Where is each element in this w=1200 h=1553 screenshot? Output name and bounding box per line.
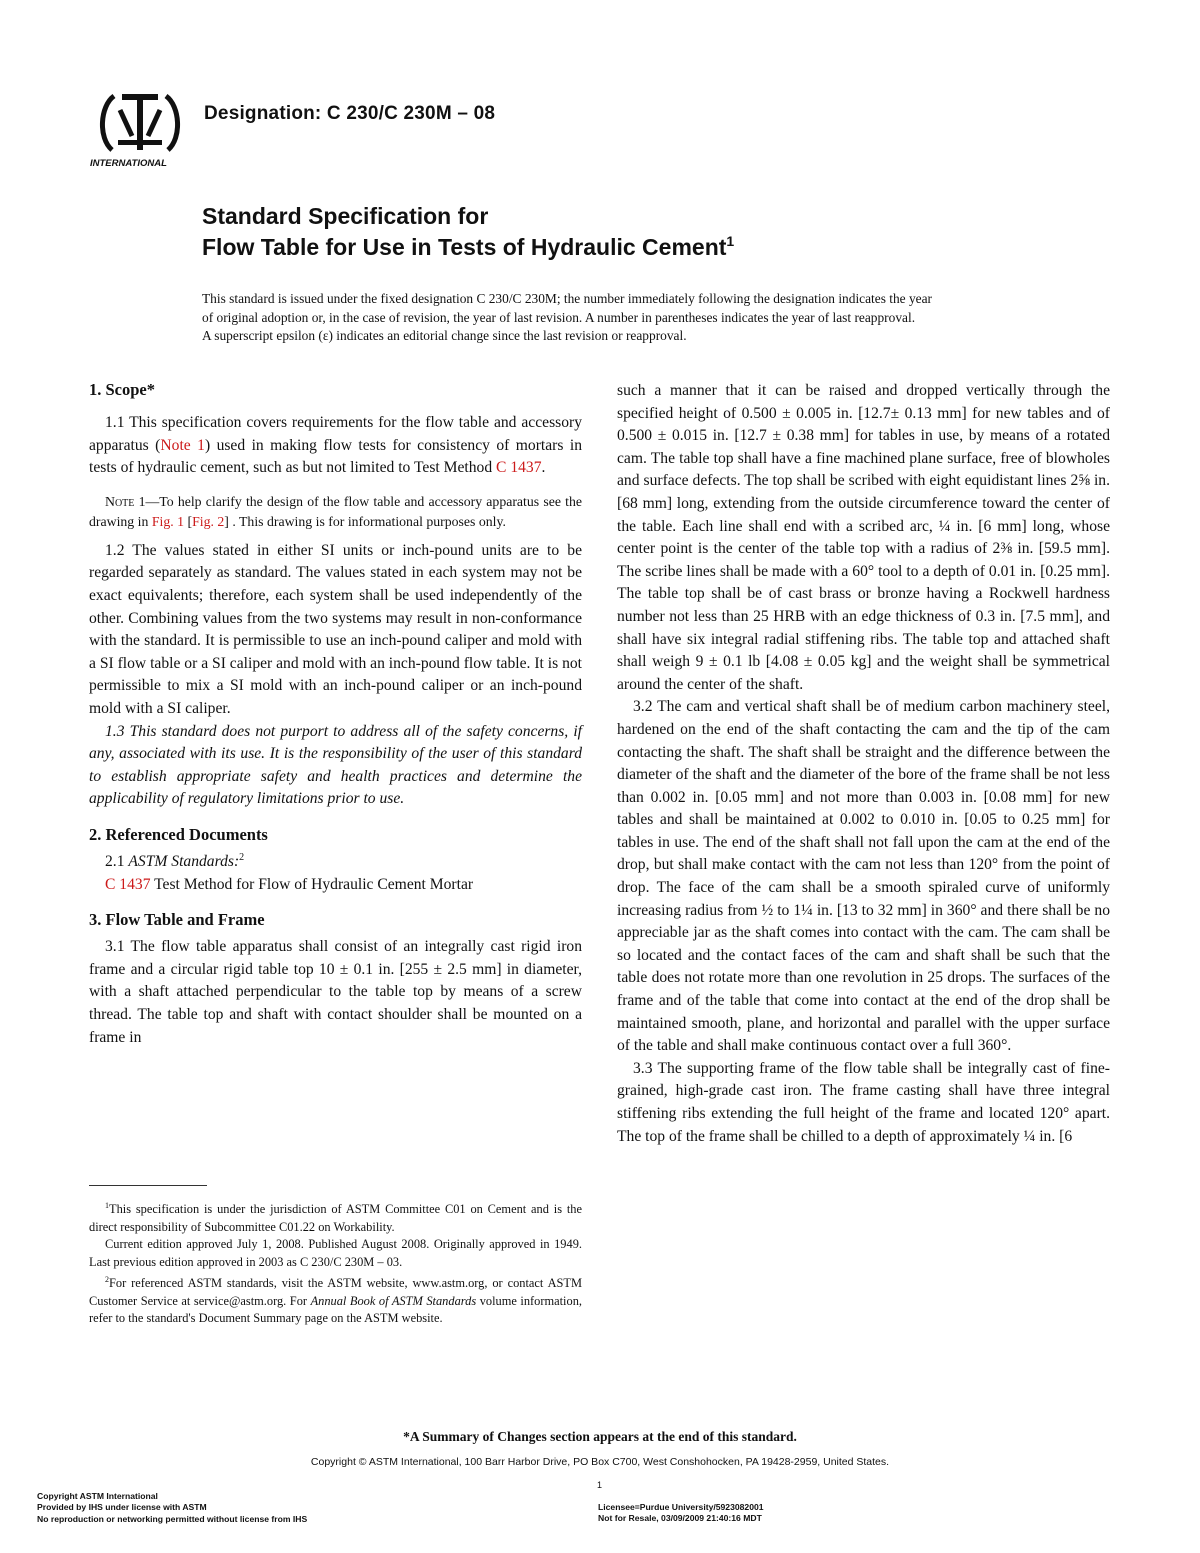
license-line: Copyright ASTM International bbox=[37, 1491, 158, 1501]
license-line: Not for Resale, 03/09/2009 21:40:16 MDT bbox=[598, 1513, 762, 1524]
license-line: Licensee=Purdue University/5923082001 bbox=[598, 1502, 764, 1512]
footnotes bbox=[89, 1197, 582, 1328]
c1437-link[interactable]: C 1437 bbox=[496, 459, 542, 477]
paragraph-2-1 bbox=[89, 847, 582, 874]
title-footnote-mark: 1 bbox=[726, 233, 735, 249]
page-number: 1 bbox=[597, 1480, 603, 1490]
license-left bbox=[37, 1491, 307, 1525]
text: ] . This drawing is for informational purposes only. bbox=[224, 513, 506, 529]
paragraph-3-1-continued: such a manner that it can be raised and dropped vertically through the specified height of 0.500 ± 0.005 in. [12.7± 0.13 mm] for new tables and of 0.500 ± 0.015 in. [12.7 ± 0.38 mm] for tables in use, by means of a rotated cam. The table top shall have a fine machined plane surface, free of blowholes and surface defects. The top shall be scribed with eight equidistant lines 2⅝ in. [68 mm] long, extending from the outside circumference toward the center of the table. Each line shall end with a scribed arc, ¼ in. [6 mm] long, whose center point is the center of the table top with a radius of 2⅜ in. [59.5 mm]. The scribe lines shall be made with a 60° tool to a depth of 0.01 in. [0.25 mm]. The table top shall be of cast brass or bronze having a Rockwell hardness number not less than 25 HRB with an edge thickness of 0.3 in. [7.5 mm], and shall have six integral radial stiffening ribs. The table top and attached shaft shall weigh 9 ± 0.1 lb [4.08 ± 0.05 kg] and the weight shall be symmetrical around the center of the shaft. bbox=[617, 382, 1110, 693]
paragraph-3-1: 3.1 The flow table apparatus shall consist of an integrally cast rigid iron frame and a circular rigid table top 10 ± 0.1 in. [255 ± 2.5 mm] in diameter, with a shaft attached perpendicular to the table top by means of a screw thread. The table top and shaft with contact shoulder shall be mounted on a frame in bbox=[89, 938, 582, 1046]
paragraph-1-1 bbox=[89, 412, 582, 480]
paragraph-3-3: 3.3 The supporting frame of the flow table shall be integrally cast of fine-grained, high-grade cast iron. The frame casting shall have three integral stiffening ribs extending the full height of the frame and located 120° apart. The top of the frame shall be chilled to a depth of approximately ¼ in. [6 bbox=[617, 1059, 1110, 1145]
note-label: Note 1 bbox=[105, 493, 146, 509]
footnote-2 bbox=[89, 1271, 582, 1328]
issue-note-line: of original adoption or, in the case of revision, the year of last revision. A number in parentheses indicates the year of last reapproval. bbox=[202, 309, 916, 325]
text: volume information, refer to the standard's Document Summary page on the ASTM website. bbox=[89, 1293, 582, 1326]
text: Annual Book of ASTM Standards bbox=[310, 1293, 477, 1308]
designation: Designation: C 230/C 230M – 08 bbox=[204, 103, 496, 124]
footnote-mark: 1 bbox=[105, 1201, 109, 1210]
footnote-mark: 2 bbox=[105, 1275, 109, 1285]
license-line: Provided by IHS under license with ASTM bbox=[37, 1502, 207, 1513]
fig-1-link[interactable]: Fig. 1 bbox=[151, 513, 185, 529]
text: ASTM Standards: bbox=[128, 853, 240, 871]
title-text: Flow Table for Use in Tests of Hydraulic Cement bbox=[202, 234, 727, 260]
section-heading-scope: 1. Scope* bbox=[89, 380, 155, 399]
astm-logo bbox=[92, 88, 188, 172]
right-column bbox=[617, 380, 1110, 1148]
text: For referenced ASTM standards, visit the ASTM website, www.astm.org, or contact ASTM Customer Service at service@astm.org. For bbox=[89, 1276, 582, 1308]
summary-of-changes: *A Summary of Changes section appears at the end of this standard. bbox=[403, 1429, 797, 1444]
text: Test Method for Flow of Hydraulic Cement Mortar bbox=[150, 875, 474, 893]
text: 2.1 bbox=[105, 853, 129, 871]
note-1-link[interactable]: Note 1 bbox=[160, 436, 205, 454]
logo-subtext: INTERNATIONAL bbox=[90, 158, 167, 169]
text: —To help clarify the design of the flow table and accessory apparatus see the drawing in bbox=[89, 493, 582, 529]
fig-2-link[interactable]: Fig. 2 bbox=[192, 513, 225, 529]
paragraph-1-2: 1.2 The values stated in either SI units or inch-pound units are to be regarded separately as standard. The values stated in each system may not be exact equivalents; therefore, each system shall be used independently of the other. Combining values from the two systems may result in non-conformance with the standard. It is permissible to use an inch-pound caliper and mold with a SI flow table or a SI caliper and mold with an inch-pound flow table. It is not permissible to mix a SI mold with an inch-pound caliper or an inch-pound mold with a SI caliper. bbox=[89, 541, 582, 717]
issue-note bbox=[202, 290, 1012, 346]
title-line-2 bbox=[202, 233, 734, 261]
footnote-divider bbox=[89, 1185, 207, 1186]
left-column bbox=[89, 378, 582, 1049]
license-line: No reproduction or networking permitted without license from IHS bbox=[37, 1513, 308, 1524]
referenced-standard bbox=[89, 874, 582, 897]
note-1 bbox=[89, 492, 582, 532]
paragraph-1-3: 1.3 This standard does not purport to address all of the safety concerns, if any, associated with its use. It is the responsibility of the user of this standard to establish appropriate safety and health practices and determine the applicability of regulatory limitations prior to use. bbox=[89, 722, 582, 808]
text: [ bbox=[184, 513, 193, 529]
issue-note-line: This standard is issued under the fixed designation C 230/C 230M; the number immediately following the designation indicates the year bbox=[202, 291, 933, 306]
c1437-ref-link[interactable]: C 1437 bbox=[105, 875, 151, 893]
footnote-1-edition: Current edition approved July 1, 2008. Published August 2008. Originally approved in 1949. Last previous edition approved in 2003 as C 230/C 230M – 03. bbox=[89, 1237, 582, 1269]
text: This specification is under the jurisdiction of ASTM Committee C01 on Cement and is the direct responsibility of Subcommittee C01.22 on Workability. bbox=[89, 1202, 582, 1234]
issue-note-line: A superscript epsilon (ε) indicates an editorial change since the last revision or reapproval. bbox=[202, 328, 687, 343]
text: ) used in making flow tests for consistency of mortars in tests of hydraulic cement, such as but not limited to Test Method bbox=[89, 436, 582, 477]
title-line-1: Standard Specification for bbox=[202, 203, 489, 229]
text: 1.1 This specification covers requirements for the flow table and accessory apparatus ( bbox=[89, 414, 582, 454]
section-heading-flow-table: 3. Flow Table and Frame bbox=[89, 910, 265, 930]
footnote-1 bbox=[89, 1197, 582, 1236]
paragraph-3-2: 3.2 The cam and vertical shaft shall be of medium carbon machinery steel, hardened on the end of the shaft contacting the cam and the tip of the cam contacting the shaft. The shaft shall be straight and the difference between the diameter of the shaft and the diameter of the bore of the frame shall be not less than 0.002 in. [0.05 mm] and not more than 0.003 in. [0.08 mm] for new tables and shall be maintained at 0.002 to 0.010 in. [0.05 to 0.25 mm] for tables in use. The end of the shaft shall not fall upon the cam at the end of the drop, but shall make contact with the cam not less than 120° from the point of drop. The face of the cam shall be a smooth spiraled curve of uniformly increasing radius from ½ to 1¼ in. [13 to 32 mm] in 360° and there shall be no appreciable jar as the shaft comes into contact with the cam. The cam shall be so located and the contact faces of the cam and shaft shall be such that the table does not rotate more than one revolution in 25 drops. The surfaces of the frame and of the table that come into contact at the end of the drop shall be maintained smooth, plane, and horizontal and parallel with the upper surface of the table and shall make continuous contact over a full 360°. bbox=[617, 698, 1110, 1055]
section-heading-referenced-documents: 2. Referenced Documents bbox=[89, 824, 268, 844]
footnote-mark: 2 bbox=[239, 851, 245, 863]
text: . bbox=[541, 459, 546, 477]
license-right bbox=[598, 1502, 764, 1525]
copyright: Copyright © ASTM International, 100 Barr Harbor Drive, PO Box C700, West Conshohocken, PA 19428-2959, United States. bbox=[310, 1456, 890, 1468]
